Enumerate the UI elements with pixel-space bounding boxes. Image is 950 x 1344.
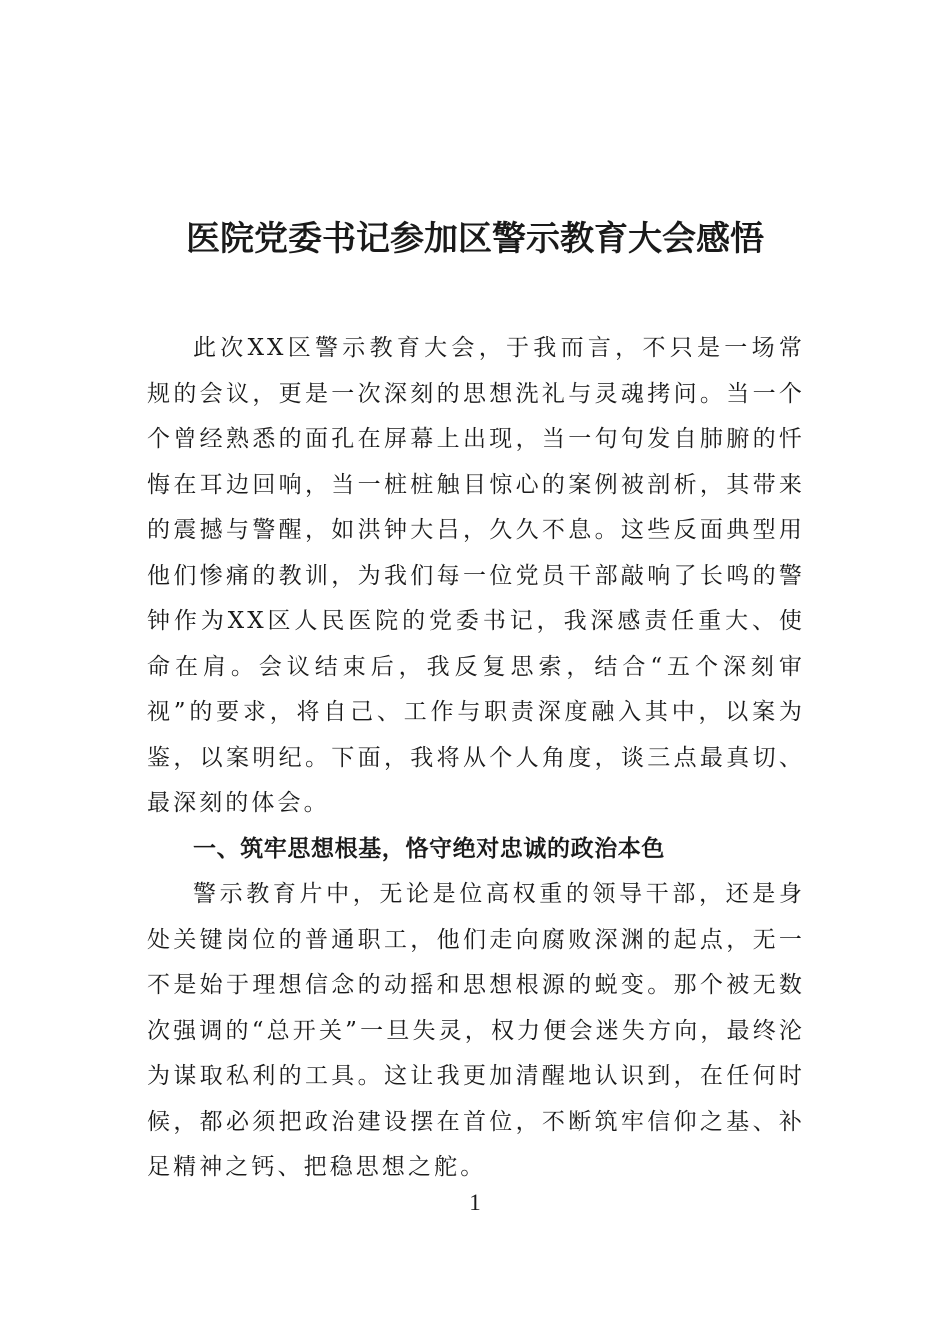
page-number: 1 (469, 1190, 481, 1215)
section-heading: 一、筑牢思想根基，恪守绝对忠诚的政治本色 (193, 835, 665, 862)
paragraph: 此次XX区警示教育大会，于我而言，不只是一场常规的会议，更是一次深刻的思想洗礼与灵魂拷问。当一个个曾经熟悉的面孔在屏幕上出现，当一句句发自肺腑的忏悔在耳边回响，当一桩桩触目惊心的案例被剖析，其带来的震撼与警醒，如洪钟大吕，久久不息。这些反面典型用他们惨痛的教训，为我们每一位党员干部敲响了长鸣的警钟作为XX区人民医院的党委书记，我深感责任重大、使命在肩。会议结束后，我反复思索，结合“五个深刻审视”的要求，将自己、工作与职责深度融入其中，以案为鉴，以案明纪。下面，我将从个人角度，谈三点最真切、最深刻的体会。 (147, 335, 805, 816)
document-title: 医院党委书记参加区警示教育大会感悟 (186, 218, 764, 259)
document-body (147, 326, 805, 1191)
paragraph: 警示教育片中，无论是位高权重的领导干部，还是身处关键岗位的普通职工，他们走向腐败深渊的起点，无一不是始于理想信念的动摇和思想根源的蜕变。那个被无数次强调的“总开关”一旦失灵，权力便会迷失方向，最终沦为谋取私利的工具。这让我更加清醒地认识到，在任何时候，都必须把政治建设摆在首位，不断筑牢信仰之基、补足精神之钙、把稳思想之舵。 (147, 881, 805, 1180)
